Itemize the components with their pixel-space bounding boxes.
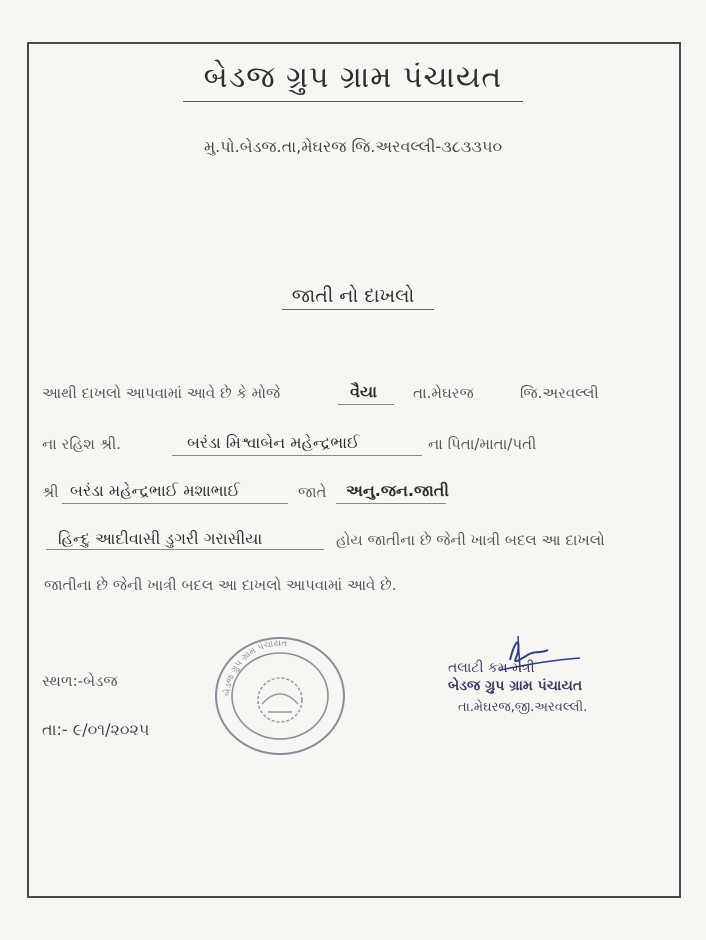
date-field: તા:- ૯/૦૧/૨૦૨૫ [42,720,150,739]
title-underline [183,101,523,102]
district-text: જિ.અરવલ્લી [520,384,599,402]
body-text-line5: જાતીના છે જેની ખાત્રી બદલ આ દાખલો આપવામાં આવે છે. [44,576,397,594]
certificate-subject: જાતી નો દાખલો [291,285,415,307]
taluka-text: તા.મેઘરજ [413,384,474,402]
parent-underline [62,503,288,504]
signatory-designation: તલાટી કમ મંત્રી [448,660,535,676]
parent-label: ના પિતા/માતા/પતી [428,435,537,453]
svg-text:બેડજ ગ્રુપ ગ્રામ પંચાયત: બેડજ ગ્રુપ ગ્રામ પંચાયત [222,638,288,697]
page-title: બેડજ ગ્રુપ ગ્રામ પંચાયત [203,60,503,95]
shri-label: શ્રી [42,483,59,501]
body-text-line4: હોય જાતીના છે જેની ખાત્રી બદલ આ દાખલો [336,531,605,549]
caste-label: જાતે [298,483,327,501]
tribe-value: હિન્દુ આદીવાસી ડુગરી ગરાસીયા [58,529,263,548]
caste-value: અનુ.જન.જાતી [346,481,449,500]
certificate-border [27,42,681,898]
place-field: સ્થળ:-બેડજ [42,672,118,690]
panchayat-seal-icon [210,632,350,760]
caste-underline [336,503,446,504]
resident-label: ના રહિશ શ્રી. [42,435,122,453]
applicant-name: બરંડા મિશ્વાબેન મહેન્દ્રભાઈ [187,433,360,452]
signatory-office: બેડજ ગ્રુપ ગ્રામ પંચાયત [448,678,583,694]
subject-underline [282,309,434,310]
village-underline [338,404,394,405]
applicant-underline [172,455,422,456]
office-address: મુ.પો.બેડજ.તા,મેઘરજ જિ.અરવલ્લી-૩૮૩૩૫૦ [203,137,503,156]
body-text-line1: આથી દાખલો આપવામાં આવે છે કે મોજે [42,384,281,402]
signatory-location: તા.મેઘરજ,જી.અરવલ્લી. [458,700,588,715]
tribe-underline [46,549,324,550]
village-name: વૈયા [350,382,377,401]
parent-name: બરંડા મહેન્દ્રભાઈ મશાભાઈ [70,481,240,500]
